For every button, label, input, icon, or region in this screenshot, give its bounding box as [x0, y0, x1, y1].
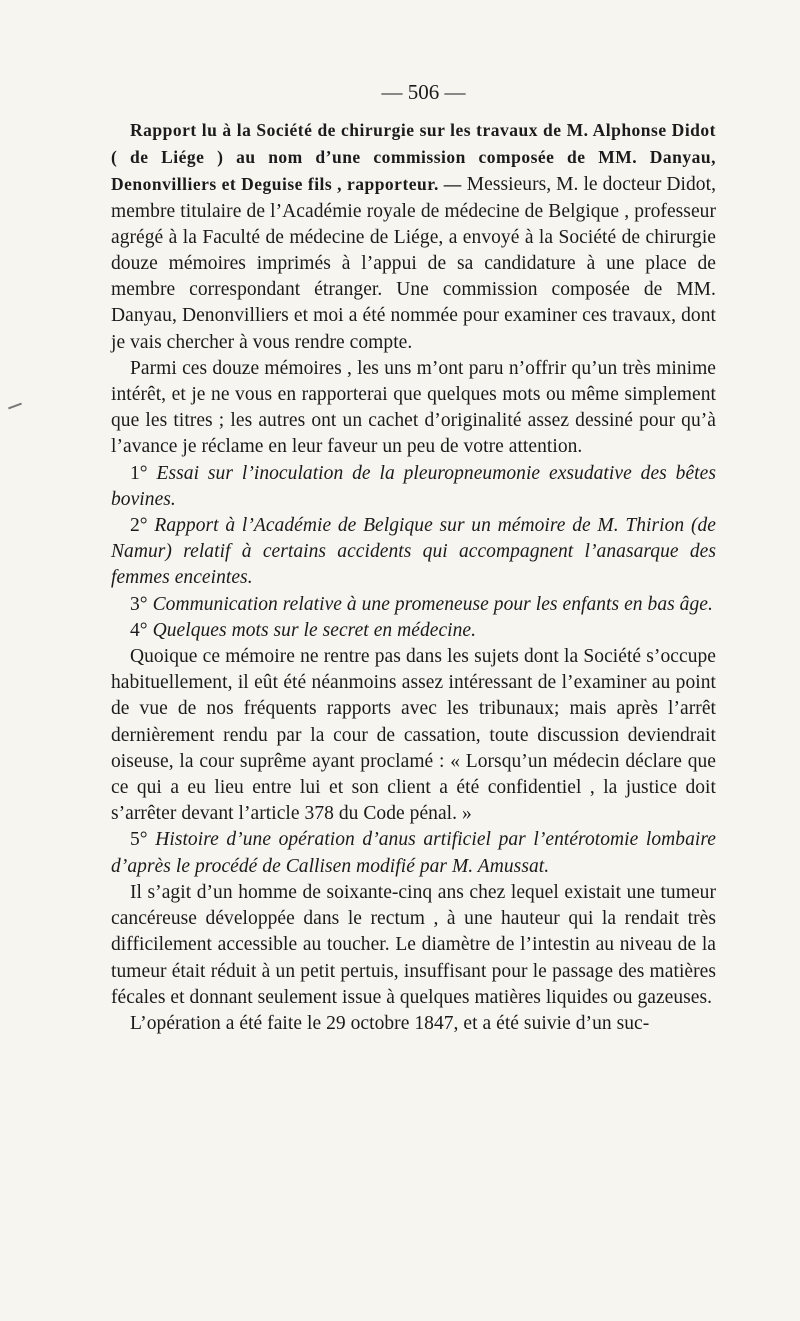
paragraph-2: Quoique ce mémoire ne rentre pas dans les sujets dont la Société s’occupe habituellement, il eût été néanmoins assez intéressant de l’examiner au point de vue de nos fréquents rapports avec les tribunaux; mais après l’arrêt dernièrement rendu par la cour de cassation, toute discussion deviendrait oiseuse, la cour suprême ayant proclamé : « Lorsqu’un médecin déclare que ce qui a eu lieu entre lui et son client a été confidentiel , la justice doit s’arrêter devant l’article 378 du Code pénal. » — [111, 646, 716, 825]
report-heading-paragraph — [111, 117, 716, 356]
item-title: Communication relative à une promeneuse pour les enfants en bas âge. — [152, 593, 713, 615]
paragraph-4: L’opération a été faite le 29 octobre 1847, et a été suivie d’un suc- — [130, 1012, 650, 1034]
item-title: Histoire d’une opération d’anus artificiel par l’entérotomie lombaire d’après le procédé de Callisen modifié par M. Amussat. — [111, 829, 716, 877]
item-number: 1° — [130, 462, 148, 484]
item-title: Essai sur l’inoculation de la pleuropneumonie exsudative des bêtes bovines. — [111, 462, 716, 510]
report-intro: Messieurs, M. le docteur Didot, membre titulaire de l’Académie royale de médecine de Belgique , professeur agrégé à la Faculté de médecine de Liége, a envoyé à la Société de chirurgie douze mémoires imprimés à l’appui de sa candidature à une place de membre correspondant étranger. Une commission composée de MM. Danyau, Denonvilliers et moi a été nommée pour examiner ces travaux, dont je vais chercher à vous rendre compte. — [111, 174, 716, 353]
paragraph-3: Il s’agit d’un homme de soixante-cinq ans chez lequel existait une tumeur cancéreuse développée dans le rectum , à une hauteur qui la rendait très difficilement accessible au toucher. Le diamètre de l’intestin au niveau de la tumeur était réduit à un petit pertuis, insuffisant pour le passage des matières fécales et donnant seulement issue à quelques matières liquides ou gazeuses. — [111, 881, 716, 1008]
margin-mark — [8, 403, 22, 410]
list-item-3 — [111, 592, 716, 618]
item-title: Rapport à l’Académie de Belgique sur un mémoire de M. Thirion (de Namur) relatif à certains accidents qui accompagnent l’anasarque des femmes enceintes. — [111, 515, 716, 589]
list-item-1 — [111, 461, 716, 513]
item-title: Quelques mots sur le secret en médecine. — [152, 619, 477, 641]
item-number: 3° — [130, 593, 148, 615]
paragraph-1: Parmi ces douze mémoires , les uns m’ont paru n’offrir qu’un très minime intérêt, et je ne vous en rapporterai que quelques mots ou même simplement que les titres ; les autres ont un cachet d’originalité assez dessiné pour qu’à l’avance je réclame en leur faveur un peu de votre attention. — [111, 357, 716, 458]
item-number: 5° — [130, 829, 148, 851]
item-number: 2° — [130, 515, 148, 537]
list-item-2 — [111, 513, 716, 592]
page-number: — 506 — — [381, 80, 466, 104]
list-item-5 — [111, 827, 716, 879]
list-item-4 — [111, 618, 716, 644]
item-number: 4° — [130, 619, 148, 641]
report-title: Rapport lu à la Société de chirurgie sur les travaux de M. Alphonse Didot ( de Liége ) au nom d’une commission composée de MM. Danyau, Denonvilliers et Deguise fils , rapporteur. — — [111, 120, 716, 195]
